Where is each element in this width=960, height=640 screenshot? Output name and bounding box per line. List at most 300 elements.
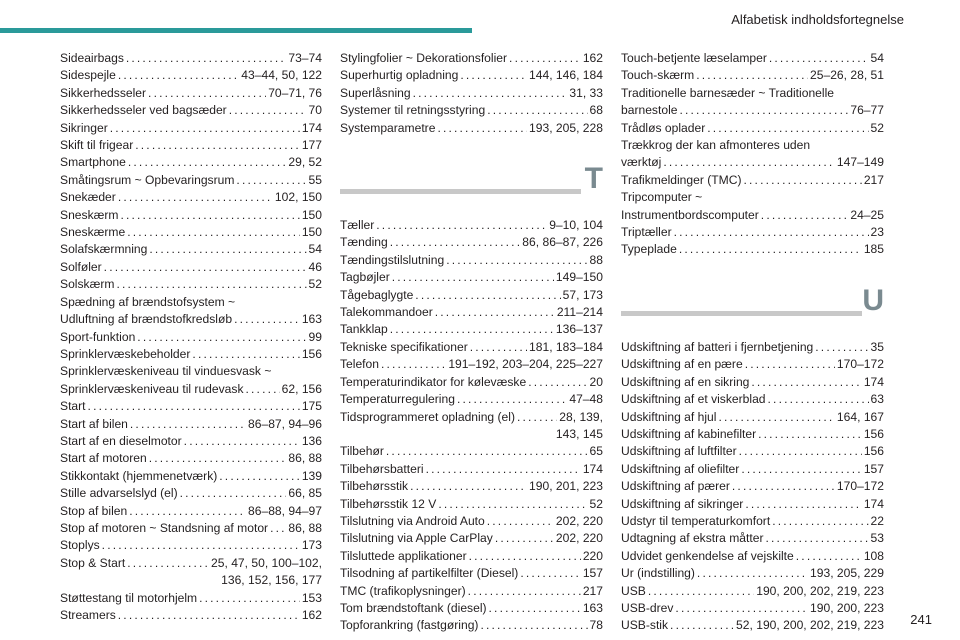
index-entry-pages: 108 [863, 548, 884, 563]
index-entry-pages: 47–48 [569, 392, 603, 407]
index-entry-pages: 63 [870, 392, 884, 407]
index-entry-pages: 66, 85 [288, 486, 322, 501]
index-entry-pages: 190, 200, 223 [810, 600, 884, 615]
index-entry-pages: 175 [301, 399, 322, 414]
dot-leader [118, 189, 273, 206]
index-entry [60, 137, 322, 154]
index-entry-term: Topforankring (fastgøring) [340, 618, 479, 633]
dot-leader [745, 356, 835, 373]
index-entry-pages: 136–137 [555, 322, 603, 337]
dot-leader [707, 120, 868, 137]
index-entry-line: Trækkrog der kan afmonteres uden [621, 138, 811, 153]
dot-leader [480, 617, 587, 634]
index-entry-term: Tankklap [340, 322, 388, 337]
dot-leader [219, 468, 300, 485]
dot-leader [88, 398, 300, 415]
index-entry [621, 50, 884, 67]
index-entry [340, 496, 603, 513]
index-entry-term: Stop & Start [60, 555, 126, 570]
index-entry-pages: 190, 201, 223 [529, 479, 603, 494]
index-entry-pages: 170–172 [836, 479, 884, 494]
index-entry-pages: 62, 156 [281, 381, 322, 396]
index-entry-pages: 86–87, 94–96 [248, 416, 322, 431]
index-entry-pages: 20 [589, 374, 603, 389]
index-entry-term: Stop af motoren ~ Standsning af motor [60, 520, 269, 535]
dot-leader [674, 224, 869, 241]
index-entry-term: Sikkerhedsseler ved bagsæder [60, 103, 227, 118]
index-entry-term: Streamers [60, 608, 116, 622]
index-entry [621, 426, 884, 443]
index-entry-term: Start af motoren [60, 451, 147, 466]
index-entry [621, 224, 884, 241]
index-entry-term: Touch-skærm [621, 68, 695, 83]
index-entry [621, 207, 884, 224]
index-entry-pages: 57, 173 [562, 287, 603, 302]
index-entry-pages: 185 [863, 242, 884, 257]
index-entry-term: Instrumentbordscomputer [621, 207, 759, 222]
dot-leader [199, 590, 300, 607]
index-entry-pages: 157 [582, 566, 603, 581]
dot-leader [116, 276, 306, 293]
index-entry-pages: 52 [589, 496, 603, 511]
index-entry-term: Sikringer [60, 120, 108, 135]
index-entry-term: Skift til frigear [60, 138, 134, 153]
index-entry [340, 461, 603, 478]
index-entry-term: Udstyr til temperaturkomfort [621, 513, 771, 528]
index-entry [340, 287, 603, 304]
dot-leader [413, 85, 568, 102]
index-entry-pages: 217 [863, 172, 884, 187]
index-entry-term: Udskiftning af et viskerblad [621, 392, 766, 407]
dot-leader [489, 600, 581, 617]
index-entry-pages: 193, 205, 228 [529, 120, 603, 135]
dot-leader [470, 339, 527, 356]
index-entry-term: Tilslutning via Android Auto [340, 513, 485, 528]
header-accent-bar [0, 28, 472, 33]
index-entry-term: Sneskærm [60, 207, 119, 222]
index-entry-term: Udskiftning af pærer [621, 479, 730, 494]
index-entry-term: Tændingstilslutning [340, 252, 445, 267]
index-entry [60, 398, 322, 415]
dot-leader [104, 259, 307, 276]
dot-leader [528, 374, 587, 391]
index-entry-term: Sideairbags [60, 51, 124, 65]
index-entry-pages: 153 [301, 590, 322, 605]
index-entry-pages: 174 [863, 374, 884, 389]
section-header-t [340, 159, 603, 211]
index-entry-term: Systemparametre [340, 120, 436, 135]
dot-leader [732, 478, 835, 495]
index-entry-term: Tilbehør [340, 444, 384, 459]
index-entry-term: Telefon [340, 357, 379, 372]
index-entry-term: Sidespejle [60, 68, 116, 83]
index-entry [60, 102, 322, 119]
index-entry-pages: 86, 86–87, 226 [522, 235, 603, 250]
index-entry [340, 600, 603, 617]
index-entry-term: TMC (trafikoplysninger) [340, 583, 466, 598]
dot-leader [509, 50, 581, 67]
index-entry-term: Tågebaglygte [340, 287, 414, 302]
index-entry [60, 381, 322, 398]
index-entry [621, 513, 884, 530]
index-entry-pages: 76–77 [850, 103, 884, 118]
dot-leader [376, 217, 547, 234]
dot-leader [675, 600, 808, 617]
index-list-t-continued [621, 50, 884, 259]
index-entry-term: Superlåsning [340, 85, 411, 100]
index-entry [60, 520, 322, 537]
section-header-u [621, 281, 884, 333]
index-entry-pages-continued: 136, 152, 156, 177 [221, 573, 322, 588]
index-entry [60, 154, 322, 171]
index-entry [621, 356, 884, 373]
index-entry [340, 339, 603, 356]
index-list-u [621, 339, 884, 635]
dot-leader [679, 102, 848, 119]
index-entry-term: USB [621, 583, 646, 598]
index-entry [621, 339, 884, 356]
index-entry-pages: 191–192, 203–204, 225–227 [448, 357, 603, 372]
dot-leader [768, 391, 869, 408]
index-entry-pages: 174 [863, 496, 884, 511]
index-entry-pages: 52, 190, 200, 202, 219, 223 [736, 618, 884, 633]
index-entry-pages: 173 [301, 538, 322, 553]
index-entry [340, 234, 603, 251]
index-entry-pages: 52 [870, 120, 884, 135]
dot-leader [670, 617, 734, 634]
index-entry-pages: 54 [870, 51, 884, 65]
index-entry [621, 478, 884, 495]
index-entry-term: Støttestang til motorhjelm [60, 590, 198, 605]
index-entry [60, 416, 322, 433]
index-entry [340, 409, 603, 426]
index-entry-pages: 88 [589, 252, 603, 267]
index-entry-term: Ur (indstilling) [621, 566, 695, 581]
index-entry-pages: 86–88, 94–97 [248, 503, 322, 518]
index-entry-pages: 139 [301, 468, 322, 483]
index-entry [621, 617, 884, 634]
index-entry-pages: 177 [301, 138, 322, 153]
index-entry [60, 120, 322, 137]
index-entry-pages-continued: 143, 145 [555, 426, 603, 441]
index-entry-term: Snekæder [60, 190, 116, 205]
index-entry-pages: 181, 183–184 [529, 339, 603, 354]
index-entry-pages: 149–150 [555, 270, 603, 285]
dot-leader [744, 172, 862, 189]
index-entry [621, 172, 884, 189]
index-entry-pages: 24–25 [850, 207, 884, 222]
index-entry-term: Touch-betjente læselamper [621, 51, 767, 65]
index-entry [60, 450, 322, 467]
index-entry [340, 217, 603, 234]
dot-leader [390, 234, 521, 251]
dot-leader [126, 50, 286, 67]
index-entry [621, 583, 884, 600]
index-entry-pages: 31, 33 [569, 85, 603, 100]
dot-leader [815, 339, 868, 356]
dot-leader [663, 154, 835, 171]
dot-leader [796, 548, 862, 565]
index-entry-term: Tom brændstoftank (diesel) [340, 600, 487, 615]
index-entry-term: USB-drev [621, 600, 674, 615]
index-entry-pages: 156 [863, 444, 884, 459]
dot-leader [149, 450, 287, 467]
dot-leader [697, 565, 808, 582]
index-entry [340, 374, 603, 391]
index-entry-term: Udluftning af brændstofkredsløb [60, 312, 233, 327]
index-entry [621, 443, 884, 460]
index-entry-term: Sprinklervæskebeholder [60, 346, 191, 361]
dot-leader [758, 426, 862, 443]
index-entry [340, 548, 603, 565]
index-entry [60, 67, 322, 84]
index-entry-pages: 28, 139, [559, 409, 603, 424]
index-entry-pages: 136 [301, 433, 322, 448]
index-entry-term: Sprinklervæskeniveau til rudevask [60, 381, 244, 396]
dot-leader [696, 67, 808, 84]
index-entry [340, 391, 603, 408]
index-entry-pages: 150 [301, 207, 322, 222]
dot-leader [718, 409, 834, 426]
index-entry-term: Temperaturindikator for kølevæske [340, 374, 527, 389]
index-entry [60, 503, 322, 520]
dot-leader [234, 311, 300, 328]
index-entry-pages: 22 [870, 513, 884, 528]
index-entry-term: Tilbehørsbatteri [340, 461, 424, 476]
index-entry [60, 259, 322, 276]
index-entry-term: Udskiftning af kabinefilter [621, 426, 757, 441]
index-entry [60, 50, 322, 67]
index-entry [621, 548, 884, 565]
index-entry [621, 530, 884, 547]
dot-leader [769, 50, 869, 67]
index-entry [60, 590, 322, 607]
index-entry [60, 485, 322, 502]
dot-leader [386, 443, 588, 460]
index-entry-pages: 193, 205, 229 [810, 566, 884, 581]
dot-leader [772, 513, 868, 530]
dot-leader [148, 85, 266, 102]
index-entry-pages: 156 [863, 426, 884, 441]
index-entry [60, 311, 322, 328]
index-entry [340, 356, 603, 373]
index-entry-term: Udskiftning af batteri i fjernbetjening [621, 339, 814, 354]
index-entry [340, 50, 603, 67]
index-entry-pages: 70 [308, 103, 322, 118]
index-entry-pages: 150 [301, 225, 322, 240]
index-entry-pages: 54 [308, 242, 322, 257]
dot-leader [520, 565, 580, 582]
dot-leader [741, 461, 862, 478]
index-entry [340, 530, 603, 547]
index-entry [621, 496, 884, 513]
index-entry-term: Solafskærmning [60, 242, 148, 257]
index-entry-term: Start af bilen [60, 416, 128, 431]
dot-leader [128, 154, 286, 171]
dot-leader [246, 381, 280, 398]
dot-leader [130, 416, 246, 433]
index-entry [60, 276, 322, 293]
dot-leader [229, 102, 307, 119]
index-entry [60, 85, 322, 102]
index-entry [340, 513, 603, 530]
index-entry-term: barnestole [621, 103, 678, 118]
index-entry-term: Trådløs oplader [621, 120, 706, 135]
index-entry-pages: 35 [870, 339, 884, 354]
index-entry-term: Typeplade [621, 242, 677, 257]
dot-leader [487, 102, 587, 119]
dot-leader [457, 391, 567, 408]
index-entry-term: Triptæller [621, 225, 672, 240]
index-entry-term: Stille advarselslyd (el) [60, 486, 178, 501]
dot-leader [102, 537, 300, 554]
index-entry-term: Tilslutning via Apple CarPlay [340, 531, 493, 546]
index-entry-pages: 73–74 [288, 51, 322, 65]
index-entry [340, 443, 603, 460]
index-entry-term: Smartphone [60, 155, 126, 170]
index-entry [621, 102, 884, 119]
index-entry [621, 391, 884, 408]
index-entry [340, 478, 603, 495]
page-header-title: Alfabetisk indholdsfortegnelse [731, 12, 904, 27]
dot-leader [392, 269, 554, 286]
index-entry-pages: 102, 150 [274, 190, 322, 205]
index-entry-pages: 202, 220 [555, 531, 603, 546]
index-entry-term: Stoplys [60, 538, 100, 553]
index-entry [621, 67, 884, 84]
index-entry [621, 154, 884, 171]
dot-leader [751, 374, 861, 391]
dot-leader [390, 321, 554, 338]
index-entry [621, 374, 884, 391]
dot-leader [468, 583, 581, 600]
index-entry-pages: 164, 167 [836, 409, 884, 424]
index-entry-term: Sikkerhedsseler [60, 85, 147, 100]
index-entry-pages: 78 [589, 618, 603, 633]
index-entry [60, 468, 322, 485]
section-letter-t: T [584, 162, 603, 196]
index-entry-pages: 220 [582, 548, 603, 563]
dot-leader [487, 513, 554, 530]
index-entry [60, 346, 322, 363]
dot-leader [149, 241, 306, 258]
dot-leader [127, 555, 209, 572]
dot-leader [236, 172, 306, 189]
index-entry [340, 617, 603, 634]
dot-leader [110, 120, 300, 137]
index-entry-pages: 162 [301, 608, 322, 622]
dot-leader [460, 67, 527, 84]
index-entry-term: Småtingsrum ~ Opbevaringsrum [60, 172, 235, 187]
index-entry-term: Udskiftning af oliefilter [621, 461, 740, 476]
index-entry-pages: 190, 200, 202, 219, 223 [756, 583, 884, 598]
index-entry [621, 409, 884, 426]
index-entry-term: Udskiftning af luftfilter [621, 444, 737, 459]
index-entry [340, 565, 603, 582]
index-entry-term: Temperaturregulering [340, 392, 455, 407]
index-entry [60, 172, 322, 189]
dot-leader [415, 287, 560, 304]
dot-leader [270, 520, 286, 537]
index-entry [340, 252, 603, 269]
index-entry-term: Start [60, 399, 86, 414]
index-entry-term: Udskiftning af hjul [621, 409, 717, 424]
index-entry [60, 555, 322, 572]
dot-leader [495, 530, 554, 547]
index-entry [340, 102, 603, 119]
index-entry-term: værktøj [621, 155, 662, 170]
index-entry-pages: 99 [308, 329, 322, 344]
index-entry-term: Superhurtig opladning [340, 68, 459, 83]
dot-leader [381, 356, 446, 373]
dot-leader [766, 530, 869, 547]
index-entry-pages: 43–44, 50, 122 [241, 68, 322, 83]
dot-leader [135, 137, 300, 154]
index-entry-term: Udskiftning af en sikring [621, 374, 750, 389]
index-entry-term: USB-stik [621, 618, 669, 633]
index-entry [60, 189, 322, 206]
index-list-s-continued [340, 50, 603, 137]
index-entry-term: Sneskærme [60, 225, 126, 240]
index-entry [621, 120, 884, 137]
dot-leader [127, 224, 300, 241]
dot-leader [517, 409, 557, 426]
index-entry [60, 329, 322, 346]
dot-leader [679, 241, 862, 258]
index-entry-pages: 52 [308, 277, 322, 292]
index-entry-term: Udskiftning af sikringer [621, 496, 744, 511]
index-entry-pages: 174 [582, 461, 603, 476]
index-entry-pages: 86, 88 [288, 451, 322, 466]
index-entry-pages: 163 [582, 600, 603, 615]
index-entry [60, 224, 322, 241]
index-entry [340, 67, 603, 84]
index-entry-term: Stop af bilen [60, 503, 128, 518]
index-entry-pages: 170–172 [836, 357, 884, 372]
index-entry [340, 85, 603, 102]
index-entry-line: Sprinklervæskeniveau til vinduesvask ~ [60, 364, 272, 379]
index-entry-term: Tænding [340, 235, 388, 250]
index-entry-pages: 29, 52 [288, 155, 322, 170]
dot-leader [438, 496, 587, 513]
dot-leader [426, 461, 581, 478]
index-entry-term: Stikkontakt (hjemmenetværk) [60, 468, 218, 483]
index-entry-pages: 68 [589, 103, 603, 118]
index-entry-term: Udskiftning af en pære [621, 357, 743, 372]
index-entry-pages: 217 [582, 583, 603, 598]
index-entry [60, 207, 322, 224]
dot-leader [410, 478, 527, 495]
index-entry-pages: 211–214 [556, 305, 603, 320]
dot-leader [435, 304, 555, 321]
dot-leader [648, 583, 754, 600]
index-entry-line: Traditionelle barnesæder ~ Traditionelle [621, 85, 834, 100]
index-entry [340, 583, 603, 600]
index-entry [60, 433, 322, 450]
index-entry [60, 607, 322, 624]
index-entry-term: Solskærm [60, 277, 115, 292]
index-entry-term: Trafikmeldinger (TMC) [621, 172, 742, 187]
index-column-1 [60, 50, 322, 624]
dot-leader [739, 443, 862, 460]
index-entry-pages: 144, 146, 184 [529, 68, 603, 83]
index-entry [621, 461, 884, 478]
index-entry-pages: 86, 88 [288, 520, 322, 535]
index-entry-pages: 9–10, 104 [549, 218, 603, 233]
index-entry-term: Tekniske specifikationer [340, 339, 468, 354]
index-entry-pages: 65 [589, 444, 603, 459]
index-entry [621, 600, 884, 617]
